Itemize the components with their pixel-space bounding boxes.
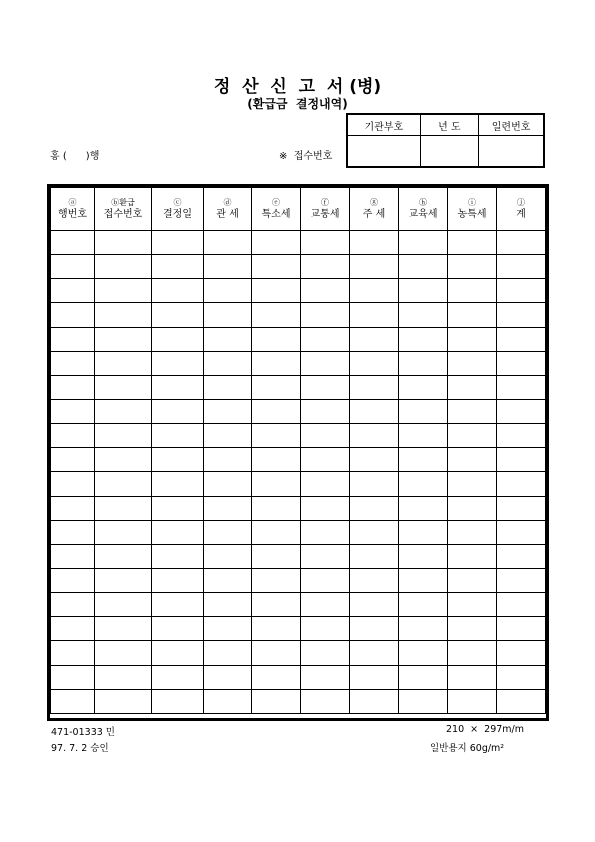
table-cell[interactable] [350, 472, 399, 496]
table-row [51, 617, 546, 641]
table-cell[interactable] [204, 327, 252, 351]
table-cell[interactable] [301, 231, 350, 255]
table-cell[interactable] [51, 279, 95, 303]
table-cell[interactable] [252, 255, 301, 279]
table-cell[interactable] [51, 568, 95, 592]
table-cell[interactable] [152, 641, 204, 665]
table-row [51, 327, 546, 351]
approval-date: 97. 7. 2 승인 [51, 743, 109, 754]
table-cell[interactable] [95, 568, 152, 592]
table-cell[interactable] [95, 231, 152, 255]
table-cell[interactable] [301, 375, 350, 399]
table-cell[interactable] [204, 255, 252, 279]
table-cell[interactable] [448, 303, 497, 327]
table-cell[interactable] [301, 327, 350, 351]
table-cell[interactable] [399, 472, 448, 496]
table-cell[interactable] [497, 279, 546, 303]
column-marker: ⓓ [223, 198, 232, 207]
table-cell[interactable] [252, 303, 301, 327]
table-cell[interactable] [204, 544, 252, 568]
table-cell[interactable] [152, 399, 204, 423]
table-row [51, 303, 546, 327]
table-cell[interactable] [95, 279, 152, 303]
table-cell[interactable] [51, 472, 95, 496]
table-cell[interactable] [252, 544, 301, 568]
table-cell[interactable] [448, 448, 497, 472]
table-cell[interactable] [399, 375, 448, 399]
table-cell[interactable] [204, 375, 252, 399]
table-cell[interactable] [51, 617, 95, 641]
table-cell[interactable] [95, 303, 152, 327]
table-cell[interactable] [252, 424, 301, 448]
table-cell[interactable] [301, 424, 350, 448]
column-marker: ⓐ [68, 198, 77, 207]
table-row [51, 472, 546, 496]
ref-serial-number-field[interactable] [479, 136, 543, 167]
table-cell[interactable] [497, 593, 546, 617]
table-cell[interactable] [301, 255, 350, 279]
column-label: 계 [516, 209, 526, 220]
column-header [399, 188, 448, 231]
table-row [51, 689, 546, 713]
table-cell[interactable] [152, 448, 204, 472]
table-body [51, 231, 546, 714]
table-cell[interactable] [51, 496, 95, 520]
table-cell[interactable] [152, 351, 204, 375]
table-cell[interactable] [350, 424, 399, 448]
table-cell[interactable] [301, 448, 350, 472]
table-cell[interactable] [204, 689, 252, 713]
column-header [51, 188, 95, 231]
table-cell[interactable] [152, 472, 204, 496]
column-header [252, 188, 301, 231]
table-cell[interactable] [204, 496, 252, 520]
table-cell[interactable] [51, 641, 95, 665]
table-row [51, 520, 546, 544]
table-cell[interactable] [399, 617, 448, 641]
table-cell[interactable] [252, 399, 301, 423]
table-cell[interactable] [497, 641, 546, 665]
table-cell[interactable] [399, 496, 448, 520]
table-cell[interactable] [497, 617, 546, 641]
table-cell[interactable] [497, 544, 546, 568]
table-cell[interactable] [399, 351, 448, 375]
column-label: 교통세 [310, 209, 340, 220]
table-cell[interactable] [204, 641, 252, 665]
table-cell[interactable] [204, 568, 252, 592]
table-cell[interactable] [204, 279, 252, 303]
column-header [350, 188, 399, 231]
table-cell[interactable] [301, 544, 350, 568]
table-cell[interactable] [448, 472, 497, 496]
table-cell[interactable] [95, 593, 152, 617]
table-cell[interactable] [204, 231, 252, 255]
table-cell[interactable] [95, 496, 152, 520]
table-cell[interactable] [497, 496, 546, 520]
table-cell[interactable] [301, 496, 350, 520]
table-cell[interactable] [350, 689, 399, 713]
table-cell[interactable] [204, 520, 252, 544]
receipt-number-label: ※ 접수번호 [279, 151, 333, 162]
table-row [51, 593, 546, 617]
table-cell[interactable] [399, 231, 448, 255]
table-cell[interactable] [301, 399, 350, 423]
table-cell[interactable] [204, 593, 252, 617]
table-cell[interactable] [95, 472, 152, 496]
table-cell[interactable] [350, 399, 399, 423]
table-cell[interactable] [301, 665, 350, 689]
table-cell[interactable] [152, 327, 204, 351]
table-cell[interactable] [350, 520, 399, 544]
table-cell[interactable] [497, 351, 546, 375]
table-cell[interactable] [204, 617, 252, 641]
table-row [51, 279, 546, 303]
table-cell[interactable] [350, 231, 399, 255]
table-cell[interactable] [95, 641, 152, 665]
table-cell[interactable] [51, 303, 95, 327]
table-row [51, 255, 546, 279]
column-header [497, 188, 546, 231]
table-cell[interactable] [95, 327, 152, 351]
table-cell[interactable] [399, 689, 448, 713]
table-cell[interactable] [51, 399, 95, 423]
table-cell[interactable] [95, 617, 152, 641]
column-marker: ⓔ [272, 198, 280, 207]
table-cell[interactable] [51, 375, 95, 399]
table-cell[interactable] [301, 303, 350, 327]
table-cell[interactable] [95, 689, 152, 713]
table-cell[interactable] [399, 641, 448, 665]
table-cell[interactable] [152, 617, 204, 641]
table-cell[interactable] [301, 472, 350, 496]
table-cell[interactable] [301, 617, 350, 641]
table-header-row [51, 188, 546, 231]
form-number: 471-01333 민 [51, 727, 115, 738]
paper-size: 210 × 297m/m [446, 724, 525, 735]
table-cell[interactable] [204, 303, 252, 327]
table-cell[interactable] [350, 617, 399, 641]
table-cell[interactable] [51, 448, 95, 472]
column-marker: ⓕ [321, 198, 329, 207]
table-cell[interactable] [497, 689, 546, 713]
table-cell[interactable] [152, 279, 204, 303]
table-cell[interactable] [51, 520, 95, 544]
table-cell[interactable] [448, 689, 497, 713]
column-label: 접수번호 [103, 209, 143, 220]
table-cell[interactable] [350, 568, 399, 592]
table-cell[interactable] [448, 375, 497, 399]
table-cell[interactable] [497, 399, 546, 423]
table-cell[interactable] [301, 279, 350, 303]
column-label: 특소세 [261, 209, 291, 220]
table-cell[interactable] [252, 665, 301, 689]
table-cell[interactable] [350, 303, 399, 327]
page-subtitle: (환급금 결정내역) [247, 97, 348, 111]
table-cell[interactable] [95, 544, 152, 568]
recipient-line: 홍 ( )행 [50, 151, 100, 162]
table-cell[interactable] [497, 231, 546, 255]
table-cell[interactable] [497, 255, 546, 279]
table-cell[interactable] [448, 641, 497, 665]
table-cell[interactable] [399, 544, 448, 568]
table-cell[interactable] [350, 448, 399, 472]
table-cell[interactable] [399, 279, 448, 303]
table-cell[interactable] [448, 255, 497, 279]
table-cell[interactable] [252, 351, 301, 375]
table-cell[interactable] [399, 255, 448, 279]
table-cell[interactable] [350, 375, 399, 399]
table-cell[interactable] [497, 448, 546, 472]
column-label: 행번호 [58, 209, 87, 220]
ref-header-year: 년 도 [420, 115, 479, 136]
paper-type: 일반용지 60g/m² [430, 743, 505, 754]
table-cell[interactable] [350, 327, 399, 351]
table-cell[interactable] [399, 424, 448, 448]
table-cell[interactable] [51, 327, 95, 351]
table-cell[interactable] [204, 665, 252, 689]
table-cell[interactable] [152, 231, 204, 255]
table-cell[interactable] [252, 641, 301, 665]
ref-header-serial-number: 일련번호 [479, 115, 543, 136]
page-title: 정 산 신 고 서 (병) [213, 77, 382, 97]
table-cell[interactable] [448, 399, 497, 423]
table-cell[interactable] [95, 255, 152, 279]
table-cell[interactable] [252, 593, 301, 617]
table-cell[interactable] [252, 617, 301, 641]
table-cell[interactable] [152, 568, 204, 592]
table-cell[interactable] [152, 544, 204, 568]
ref-header-agency-code: 기관부호 [348, 115, 420, 136]
table-cell[interactable] [399, 303, 448, 327]
column-marker: ⓙ [517, 198, 525, 207]
table-row [51, 496, 546, 520]
table-cell[interactable] [301, 689, 350, 713]
table-row [51, 351, 546, 375]
table-cell[interactable] [152, 424, 204, 448]
table-cell[interactable] [204, 448, 252, 472]
table-cell[interactable] [95, 665, 152, 689]
table-cell[interactable] [350, 255, 399, 279]
table-cell[interactable] [204, 351, 252, 375]
column-label: 농특세 [457, 209, 487, 220]
table-cell[interactable] [350, 665, 399, 689]
table-cell[interactable] [51, 351, 95, 375]
table-cell[interactable] [350, 351, 399, 375]
table-cell[interactable] [252, 520, 301, 544]
table-cell[interactable] [448, 231, 497, 255]
table-cell[interactable] [95, 448, 152, 472]
table-cell[interactable] [399, 448, 448, 472]
table-cell[interactable] [399, 520, 448, 544]
table-cell[interactable] [95, 399, 152, 423]
table-cell[interactable] [448, 424, 497, 448]
table-cell[interactable] [252, 689, 301, 713]
table-cell[interactable] [95, 375, 152, 399]
table-cell[interactable] [448, 496, 497, 520]
table-cell[interactable] [350, 496, 399, 520]
table-cell[interactable] [51, 689, 95, 713]
table-cell[interactable] [301, 568, 350, 592]
table-cell[interactable] [152, 593, 204, 617]
table-cell[interactable] [497, 424, 546, 448]
table-cell[interactable] [497, 303, 546, 327]
table-cell[interactable] [497, 520, 546, 544]
column-header [95, 188, 152, 231]
column-label: 교육세 [408, 209, 438, 220]
table-cell[interactable] [448, 279, 497, 303]
table-cell[interactable] [301, 593, 350, 617]
table-cell[interactable] [497, 472, 546, 496]
table-cell[interactable] [399, 327, 448, 351]
table-cell[interactable] [51, 544, 95, 568]
table-cell[interactable] [252, 327, 301, 351]
table-cell[interactable] [448, 593, 497, 617]
table-row [51, 399, 546, 423]
table-cell[interactable] [301, 520, 350, 544]
table-cell[interactable] [51, 593, 95, 617]
table-row [51, 568, 546, 592]
table-cell[interactable] [497, 327, 546, 351]
table-cell[interactable] [301, 351, 350, 375]
table-row [51, 448, 546, 472]
column-label: 주 세 [362, 209, 386, 220]
column-header [448, 188, 497, 231]
table-cell[interactable] [95, 424, 152, 448]
table-cell[interactable] [448, 327, 497, 351]
table-cell[interactable] [152, 255, 204, 279]
column-marker: ⓘ [468, 198, 476, 207]
table-row [51, 424, 546, 448]
table-cell[interactable] [204, 399, 252, 423]
table-cell[interactable] [448, 568, 497, 592]
table-cell[interactable] [95, 351, 152, 375]
table-cell[interactable] [399, 399, 448, 423]
table-cell[interactable] [448, 520, 497, 544]
table-cell[interactable] [399, 568, 448, 592]
column-header [204, 188, 252, 231]
table-row [51, 641, 546, 665]
ref-year-field[interactable] [420, 136, 479, 167]
table-cell[interactable] [252, 231, 301, 255]
table-cell[interactable] [448, 665, 497, 689]
table-cell[interactable] [152, 665, 204, 689]
column-label: 결정일 [163, 209, 192, 220]
table-cell[interactable] [448, 351, 497, 375]
column-marker: ⓗ [419, 198, 427, 207]
table-cell[interactable] [350, 641, 399, 665]
table-cell[interactable] [51, 255, 95, 279]
table-cell[interactable] [95, 520, 152, 544]
table-row [51, 665, 546, 689]
table-cell[interactable] [448, 617, 497, 641]
column-marker: ⓒ [173, 198, 182, 207]
table-cell[interactable] [152, 689, 204, 713]
table-cell[interactable] [252, 375, 301, 399]
table-cell[interactable] [51, 424, 95, 448]
table-cell[interactable] [152, 496, 204, 520]
table-cell[interactable] [350, 593, 399, 617]
column-marker: ⓑ환급 [111, 198, 135, 207]
table-row [51, 375, 546, 399]
table-cell[interactable] [152, 375, 204, 399]
table-cell[interactable] [252, 472, 301, 496]
table-cell[interactable] [252, 568, 301, 592]
table-cell[interactable] [152, 520, 204, 544]
table-cell[interactable] [350, 544, 399, 568]
table-cell[interactable] [252, 279, 301, 303]
table-cell[interactable] [204, 472, 252, 496]
column-header [152, 188, 204, 231]
table-cell[interactable] [497, 665, 546, 689]
table-cell[interactable] [350, 279, 399, 303]
table-cell[interactable] [301, 641, 350, 665]
table-cell[interactable] [497, 568, 546, 592]
column-marker: ⓖ [370, 198, 378, 207]
reference-box [346, 113, 545, 168]
table-row [51, 231, 546, 255]
table-cell[interactable] [51, 231, 95, 255]
table-cell[interactable] [252, 496, 301, 520]
table-cell[interactable] [448, 544, 497, 568]
refund-decision-table [47, 184, 549, 721]
table-row [51, 544, 546, 568]
table-cell[interactable] [252, 448, 301, 472]
column-header [301, 188, 350, 231]
table-cell[interactable] [51, 665, 95, 689]
table-cell[interactable] [399, 665, 448, 689]
table-cell[interactable] [204, 424, 252, 448]
column-label: 관 세 [216, 209, 239, 220]
table-cell[interactable] [399, 593, 448, 617]
table-cell[interactable] [152, 303, 204, 327]
ref-agency-code-field[interactable] [348, 136, 420, 167]
table-cell[interactable] [497, 375, 546, 399]
